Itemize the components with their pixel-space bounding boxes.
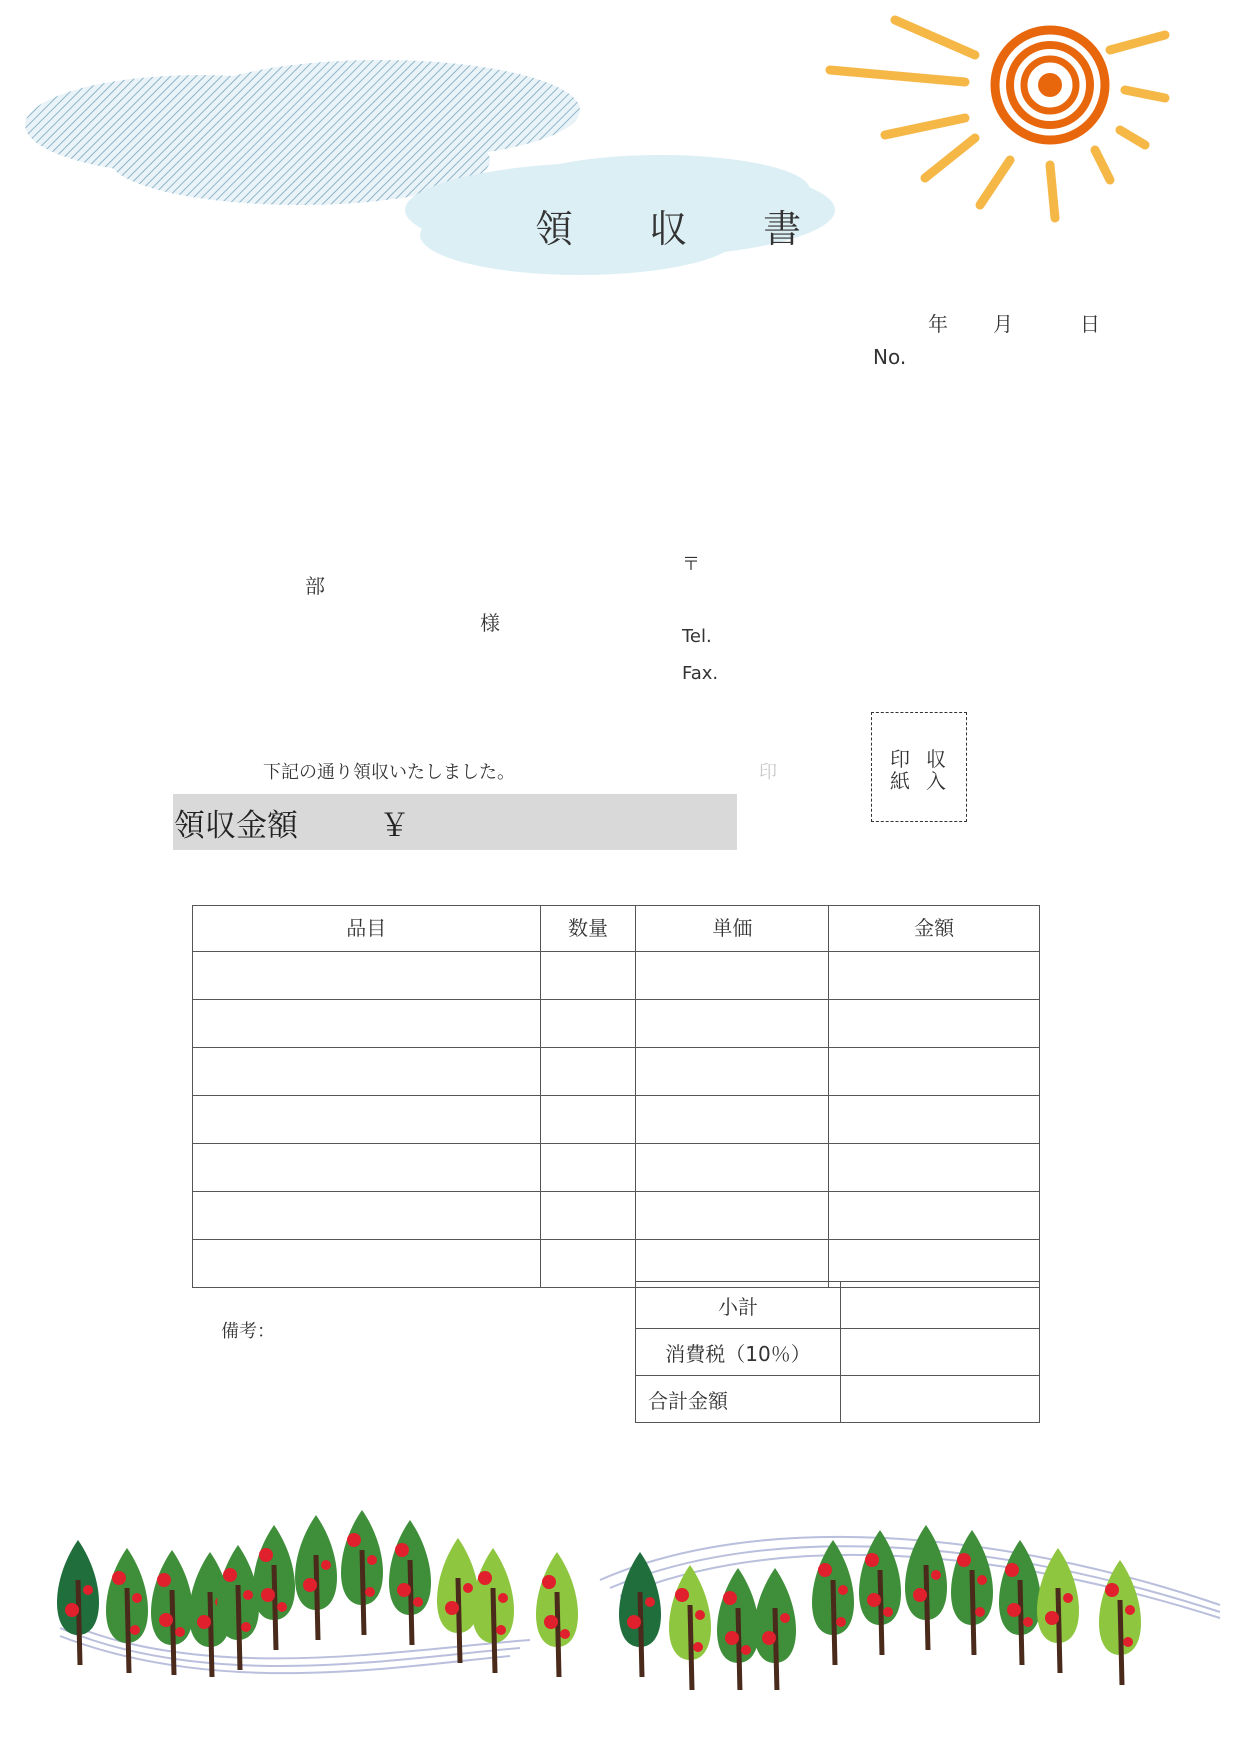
honorific-label: 様 [480, 611, 500, 635]
amount-cell[interactable] [829, 1000, 1040, 1048]
seal-label: 印 [759, 762, 777, 783]
total-row [636, 1376, 1040, 1423]
table-header-row [193, 906, 1040, 952]
quantity-cell[interactable] [540, 1240, 636, 1288]
table-row [193, 952, 1040, 1000]
header-item: 品目 [193, 906, 541, 952]
item-cell[interactable] [193, 1000, 541, 1048]
tax-label: 消費税（10％） [636, 1329, 841, 1376]
quantity-cell[interactable] [540, 1192, 636, 1240]
subtotal-value-cell[interactable] [841, 1282, 1040, 1329]
subtotal-label: 小計 [636, 1282, 841, 1329]
unit-price-cell[interactable] [636, 1192, 829, 1240]
remarks-label: 備考： [221, 1321, 275, 1342]
amount-cell[interactable] [829, 1048, 1040, 1096]
item-cell[interactable] [193, 952, 541, 1000]
amount-cell[interactable] [829, 952, 1040, 1000]
item-cell[interactable] [193, 1240, 541, 1288]
tree-icon [717, 1568, 759, 1690]
revenue-stamp-col-right: 収入 [926, 747, 946, 793]
header-unit-price: 単価 [636, 906, 829, 952]
items-table [192, 905, 1040, 1288]
header-decoration [0, 0, 1241, 300]
item-cell[interactable] [193, 1192, 541, 1240]
tree-icon [859, 1530, 901, 1655]
receipt-statement: 下記の通り領収いたしました。 [263, 762, 515, 783]
tree-icon [905, 1525, 947, 1650]
tree-icon [106, 1548, 148, 1673]
quantity-cell[interactable] [540, 1000, 636, 1048]
amount-cell[interactable] [829, 1192, 1040, 1240]
table-row [193, 1144, 1040, 1192]
table-row [193, 1048, 1040, 1096]
item-cell[interactable] [193, 1096, 541, 1144]
footer-trees-decoration [0, 1470, 1241, 1690]
tree-icon [754, 1568, 796, 1690]
table-row [193, 1096, 1040, 1144]
amount-cell[interactable] [829, 1096, 1040, 1144]
unit-price-cell[interactable] [636, 1096, 829, 1144]
fax-label: Fax. [682, 663, 719, 684]
tree-icon [389, 1520, 431, 1645]
receipt-number-label: No. [873, 345, 907, 369]
total-label: 合計金額 [636, 1376, 841, 1423]
item-cell[interactable] [193, 1048, 541, 1096]
unit-price-cell[interactable] [636, 952, 829, 1000]
tax-value-cell[interactable] [841, 1329, 1040, 1376]
summary-table [635, 1281, 1040, 1423]
tree-icon [669, 1565, 711, 1690]
tree-icon [472, 1548, 514, 1673]
tax-row [636, 1329, 1040, 1376]
tree-icon [341, 1510, 383, 1635]
department-label: 部 [305, 574, 325, 598]
unit-price-cell[interactable] [636, 1048, 829, 1096]
tel-label: Tel. [682, 626, 712, 647]
table-row [193, 1192, 1040, 1240]
tree-icon [57, 1540, 99, 1665]
subtotal-row [636, 1282, 1040, 1329]
quantity-cell[interactable] [540, 1144, 636, 1192]
tree-icon [295, 1515, 337, 1640]
sun-icon [830, 20, 1165, 218]
amount-cell[interactable] [829, 1144, 1040, 1192]
tree-icon [217, 1545, 259, 1670]
quantity-cell[interactable] [540, 1096, 636, 1144]
quantity-cell[interactable] [540, 1048, 636, 1096]
postal-mark: 〒 [682, 554, 700, 575]
total-value-cell[interactable] [841, 1376, 1040, 1423]
currency-symbol: ￥ [379, 808, 410, 844]
revenue-stamp-box [871, 712, 967, 822]
header-quantity: 数量 [540, 906, 636, 952]
quantity-cell[interactable] [540, 952, 636, 1000]
date-day-label: 日 [1080, 312, 1100, 336]
table-row [193, 1000, 1040, 1048]
date-year-label: 年 [928, 312, 948, 336]
amount-label: 領収金額 [174, 808, 298, 844]
page-title: 領 収 書 [535, 207, 834, 251]
tree-icon [253, 1525, 295, 1650]
revenue-stamp-col-left: 印紙 [890, 747, 910, 793]
tree-icon [812, 1540, 854, 1665]
item-cell[interactable] [193, 1144, 541, 1192]
unit-price-cell[interactable] [636, 1000, 829, 1048]
header-amount: 金額 [829, 906, 1040, 952]
date-month-label: 月 [993, 312, 1013, 336]
unit-price-cell[interactable] [636, 1144, 829, 1192]
tree-icon [536, 1552, 578, 1677]
